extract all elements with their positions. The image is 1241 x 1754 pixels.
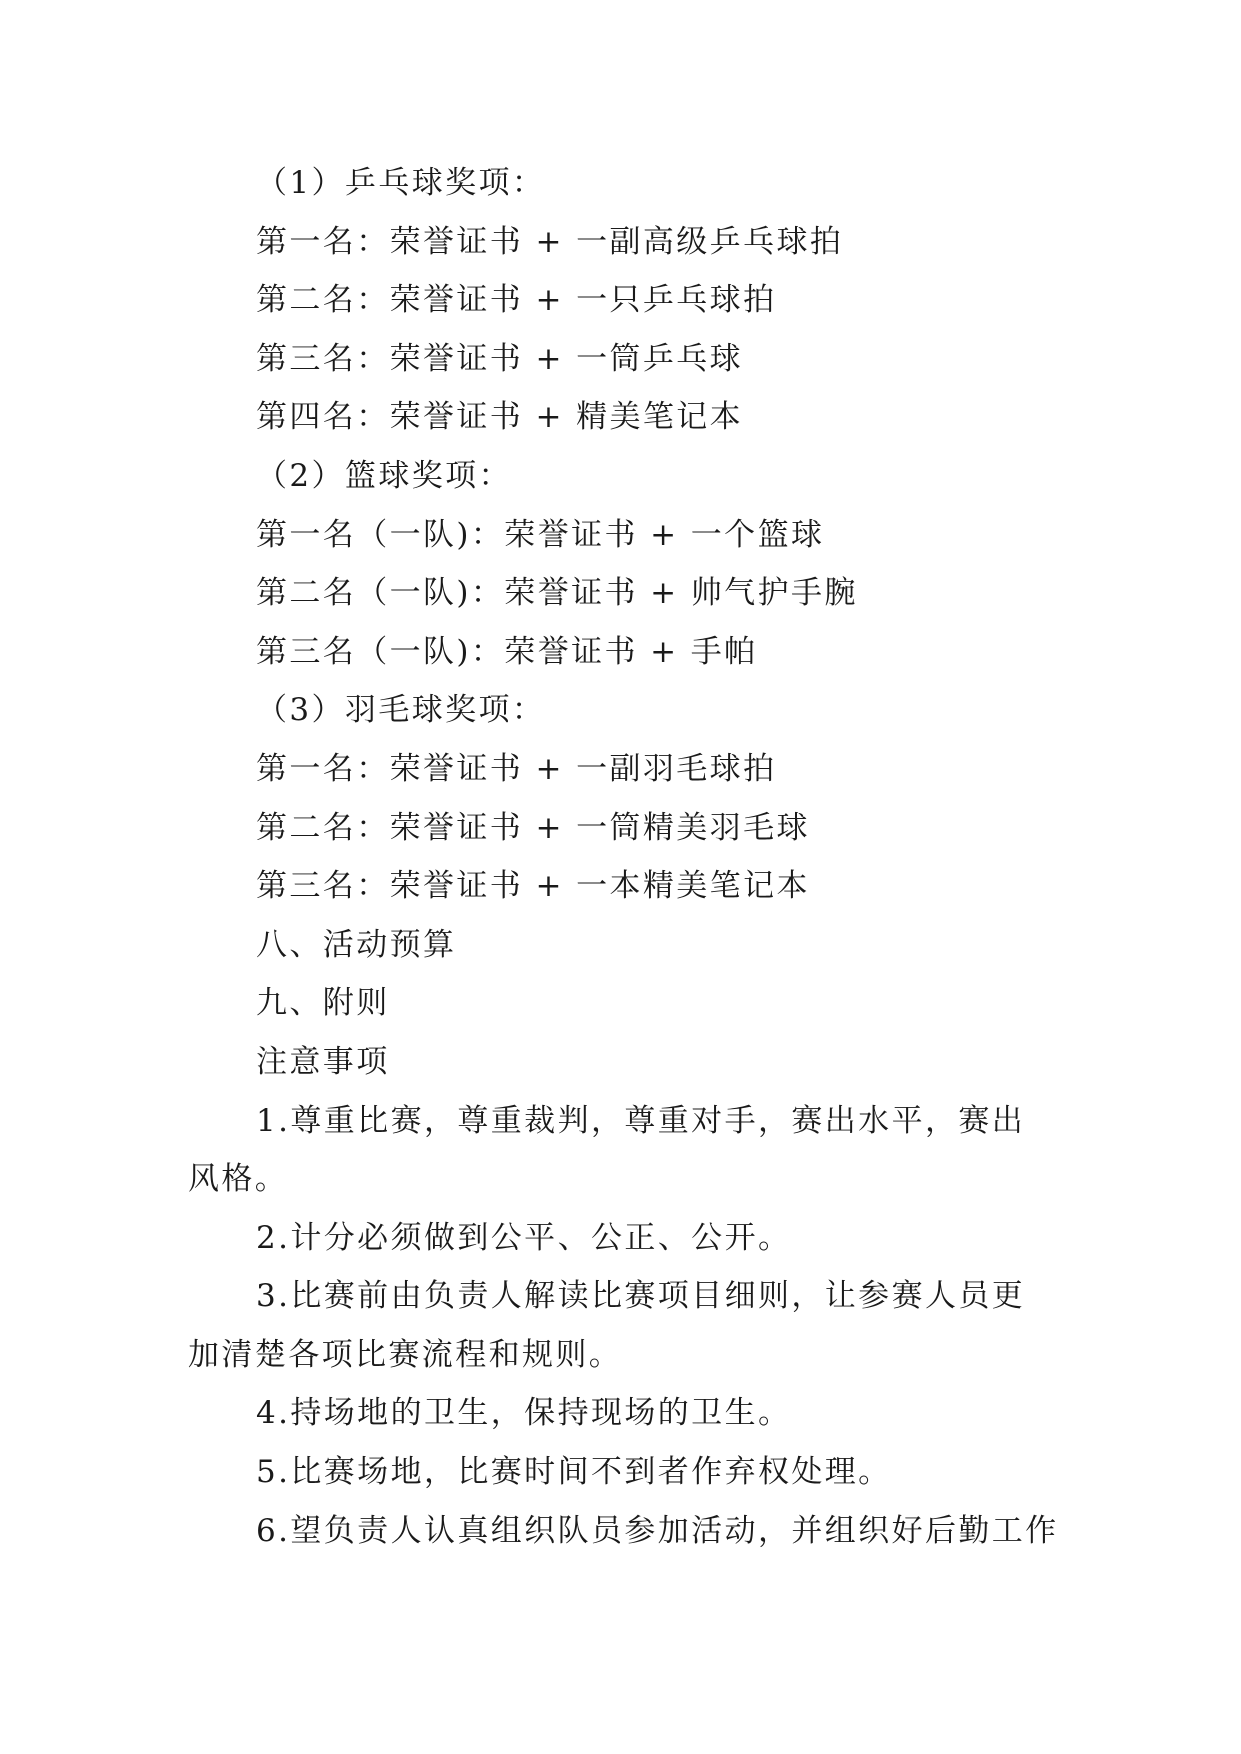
note-item: 2.计分必须做到公平、公正、公开。	[256, 1219, 792, 1256]
section-heading-supplementary: 九、附则	[256, 985, 390, 1022]
award-line: 第一名：荣誉证书 + 一副羽毛球拍	[256, 750, 777, 787]
document-body	[188, 154, 1059, 1560]
award-line: 第一名：荣誉证书 + 一副高级乒乓球拍	[256, 223, 844, 260]
section-heading-notes: 注意事项	[256, 1043, 390, 1080]
award-line: 第二名（一队)：荣誉证书 + 帅气护手腕	[256, 575, 858, 612]
award-line: 第一名（一队)：荣誉证书 + 一个篮球	[256, 516, 825, 553]
award-line: 第二名：荣誉证书 + 一筒精美羽毛球	[256, 809, 810, 846]
note-item: 4.持场地的卫生，保持现场的卫生。	[256, 1395, 792, 1432]
note-item: 1.尊重比赛，尊重裁判，尊重对手，赛出水平，赛出风格。	[188, 1102, 1026, 1198]
note-item: 5.比赛场地，比赛时间不到者作弃权处理。	[256, 1454, 892, 1491]
section-heading-badminton-awards: （3）羽毛球奖项：	[256, 692, 546, 729]
section-heading-budget: 八、活动预算	[256, 926, 457, 963]
award-line: 第四名：荣誉证书 + 精美笔记本	[256, 399, 744, 436]
note-item: 3.比赛前由负责人解读比赛项目细则，让参赛人员更加清楚各项比赛流程和规则。	[188, 1278, 1026, 1373]
award-line: 第三名：荣誉证书 + 一本精美笔记本	[256, 868, 810, 905]
award-line: 第二名：荣誉证书 + 一只乒乓球拍	[256, 282, 777, 319]
award-line: 第三名：荣誉证书 + 一筒乒乓球	[256, 340, 744, 377]
note-item: 6.望负责人认真组织队员参加活动，并组织好后勤工作	[256, 1512, 1059, 1549]
section-heading-table-tennis-awards: （1）乒乓球奖项：	[256, 165, 546, 201]
section-heading-basketball-awards: （2）篮球奖项：	[256, 457, 512, 494]
award-line: 第三名（一队)：荣誉证书 + 手帕	[256, 633, 758, 670]
